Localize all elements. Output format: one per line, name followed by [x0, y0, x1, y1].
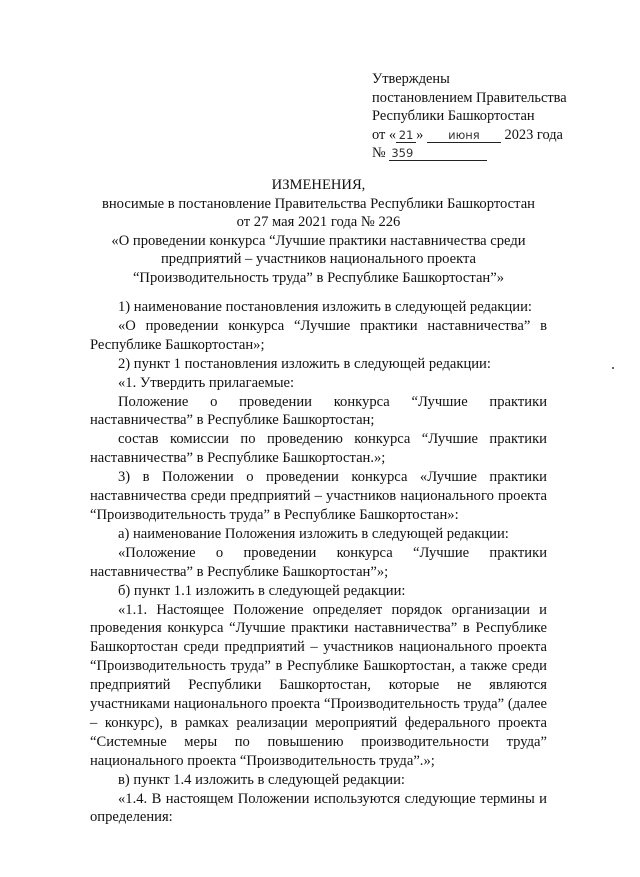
approval-date — [372, 126, 567, 145]
approval-line: постановлением Правительства — [372, 89, 567, 106]
paragraph: Положение о проведении конкурса “Лучшие практики наставничества” в Республике Башкортостан; — [90, 393, 547, 429]
paragraph: 1) наименование постановления изложить в следующей редакции: — [118, 299, 532, 315]
document-header — [90, 176, 547, 287]
approval-line: Республики Башкортостан — [372, 108, 535, 125]
paragraph: в) пункт 1.4 изложить в следующей редакции: — [118, 771, 405, 788]
paragraph: 2) пункт 1 постановления изложить в следующей редакции: — [118, 355, 491, 372]
paragraph: «О проведении конкурса “Лучшие практики наставничества” в Республике Башкортостан»; — [90, 317, 547, 353]
header-line: «О проведении конкурса “Лучшие практики наставничества среди — [111, 232, 526, 249]
header-line: вносимые в постановление Правительства Республики Башкортостан — [101, 195, 535, 212]
paragraph: «1.1. Настоящее Положение определяет порядок организации и проведения конкурса “Лучшие практики наставничества” в Республике Башкортостан среди предприятий – участников национального проекта “Производительность труда” в Республике Башкортостан, а также среди предприятий Республики Башкортостан, которые не являются участниками национального проекта “Производительность труда” (далее – конкурс), в рамках реализации мероприятий федерального проекта “Системные меры по повышению производительности труда” национального проекта “Производительность труда”.»; — [90, 601, 547, 769]
approval-number — [372, 144, 567, 163]
paragraph: а) наименование Положения изложить в следующей редакции: — [118, 525, 509, 542]
header-line: предприятий – участников национального проекта — [160, 251, 477, 267]
scan-speck — [612, 367, 614, 369]
paragraph: 3) в Положении о проведении конкурса «Лучшие практики наставничества среди предприятий – участников национального проекта “Производительность труда” в Республике Башкортостан»: — [90, 469, 547, 523]
paragraph: «Положение о проведении конкурса “Лучшие практики наставничества” в Республике Башкортостан”»; — [90, 544, 547, 580]
paragraph: б) пункт 1.1 изложить в следующей редакции: — [118, 582, 406, 599]
document-body — [90, 298, 547, 827]
approval-block — [372, 70, 567, 163]
approval-line: Утверждены — [372, 71, 450, 87]
paragraph: «1.4. В настоящем Положении используются следующие термины и определения: — [90, 790, 547, 826]
approval-day: 21 — [396, 128, 416, 143]
paragraph: «1. Утвердить прилагаемые: — [118, 374, 295, 391]
header-line: от 27 мая 2021 года № 226 — [236, 214, 401, 230]
paragraph: состав комиссии по проведению конкурса “Лучшие практики наставничества” в Республике Башкортостан.»; — [90, 431, 547, 467]
approval-number-value: 359 — [389, 146, 487, 161]
document-title: ИЗМЕНЕНИЯ, — [271, 177, 366, 193]
approval-year: 2023 года — [504, 126, 563, 143]
date-mid: » — [416, 126, 424, 143]
date-prefix: от « — [372, 126, 397, 143]
approval-month: июня — [427, 128, 501, 143]
number-prefix: № — [372, 145, 386, 162]
header-line: “Производительность труда” в Республике Башкортостан”» — [132, 269, 505, 286]
